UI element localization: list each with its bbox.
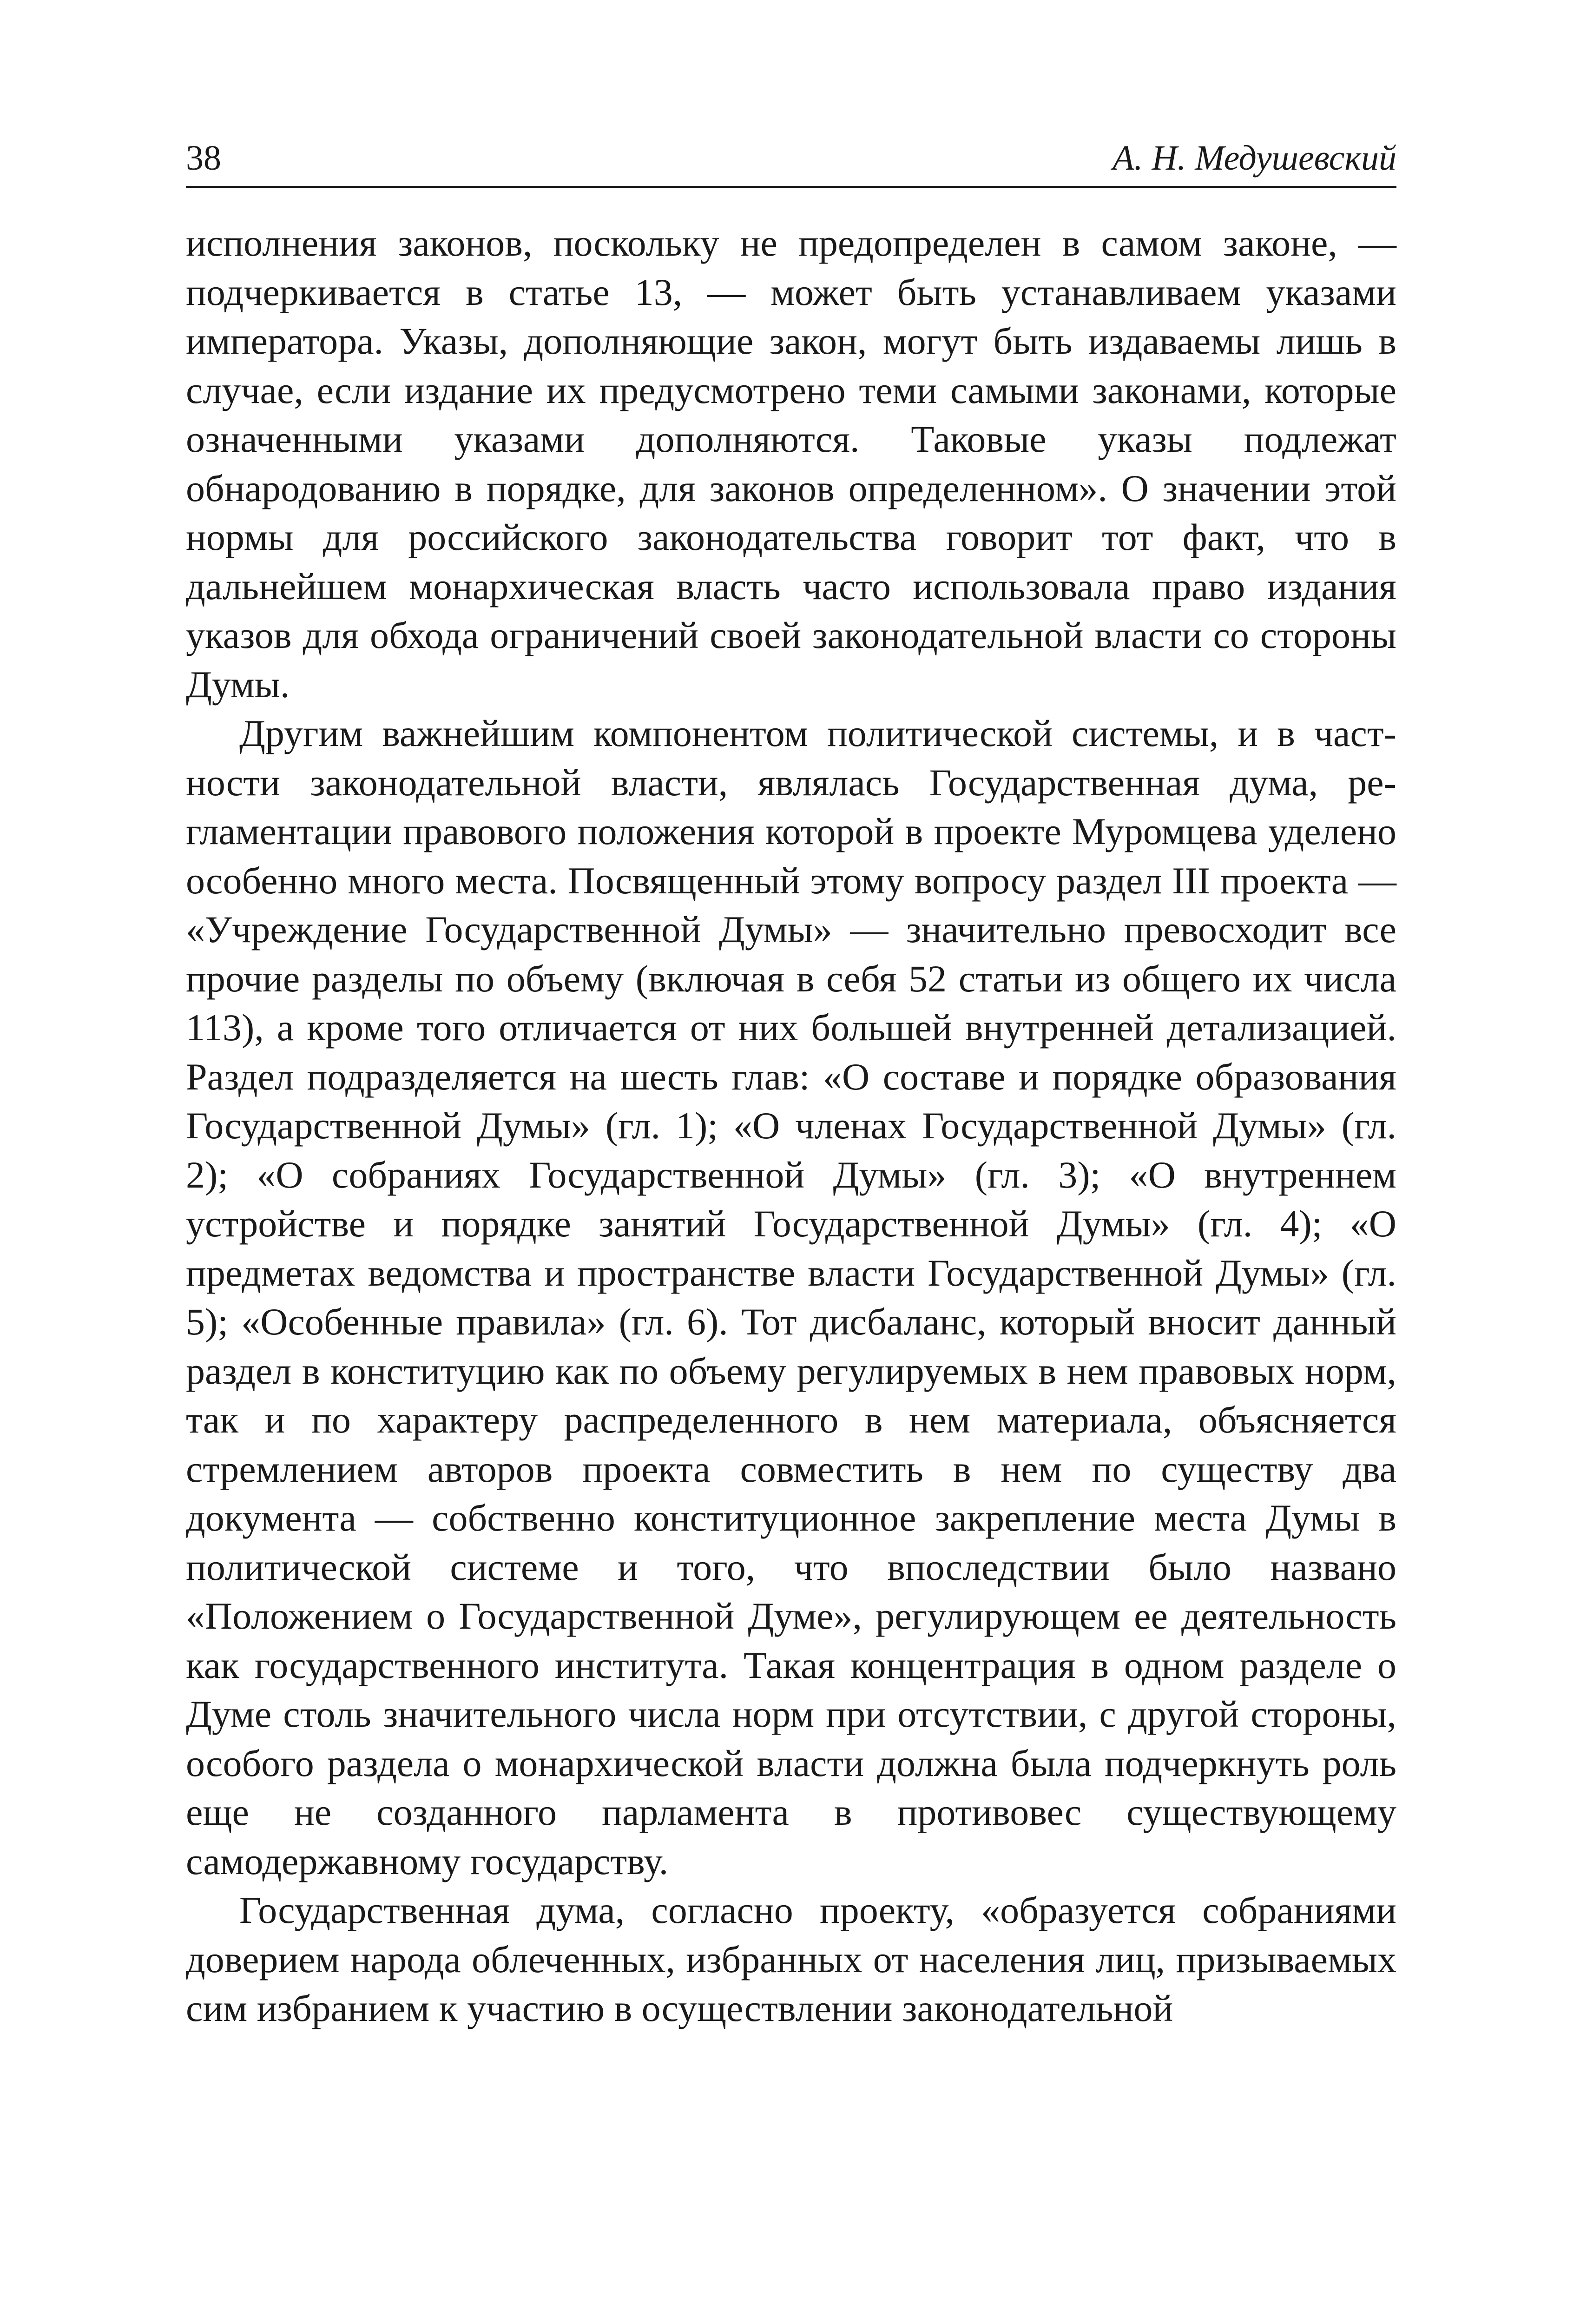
paragraph-2: Другим важнейшим компонентом политической системы, и в частности законодательной власти, являлась Государственная дума, регламентации правового положения которой в проекте Муромцева уделено особенно много места. Посвященный этому вопросу раздел III проекта — «Учреждение Государственной Думы» — значительно превосходит все прочие разделы по объему (включая в себя 52 статьи из общего их числа 113), а кроме того отличается от них большей внутренней детализацией. Раздел подразделяется на шесть глав: «О составе и порядке образования Государственной Думы» (гл. 1); «О членах Государственной Думы» (гл. 2); «О собраниях Государственной Думы» (гл. 3); «О внутреннем устройстве и порядке занятий Государственной Думы» (гл. 4); «О предметах ведомства и пространстве власти Государственной Думы» (гл. 5); «Особенные правила» (гл. 6). Тот дисбаланс, который вносит данный раздел в конституцию как по объему регулируемых в нем правовых норм, так и по характеру распределенного в нем материала, объясняется стремлением авторов проекта совместить в нем по существу два документа — собственно конституционное закрепление места Думы в политической системе и того, что впоследствии было названо «Положением о Государственной Думе», регулирующем ее деятельность как государственного института. Такая концентрация в одном разделе о Думе столь значительного числа норм при отсутствии, с другой стороны, особого раздела о монархической власти должна была подчеркнуть роль еще не созданного парламента в противовес существующему самодержавному государству. <box>186 712 1396 1882</box>
page-header <box>186 125 1396 188</box>
paragraph-3: Государственная дума, согласно проекту, «образуется собраниями доверием народа облеченных, избранных от населения лиц, призываемых сим избранием к участию в осуществлении законодательной <box>186 1889 1396 2029</box>
body-text <box>186 218 1396 2033</box>
page-number: 38 <box>186 139 221 178</box>
paragraph-1: исполнения законов, поскольку не предопределен в самом законе, — подчеркивается в статье 13, — может быть устанавливаем указами императора. Указы, дополняющие закон, могут быть издаваемы лишь в случае, если издание их предусмотрено теми самыми законами, которые означенными указами дополняются. Таковые указы подлежат обнародованию в порядке, для законов определенном». О значении этой нормы для российского законодательства говорит тот факт, что в дальнейшем монархическая власть часто использовала право издания указов для обхода ограничений своей законодательной власти со стороны Думы. <box>186 222 1396 706</box>
running-head-author: А. Н. Медушевский <box>1113 139 1396 178</box>
